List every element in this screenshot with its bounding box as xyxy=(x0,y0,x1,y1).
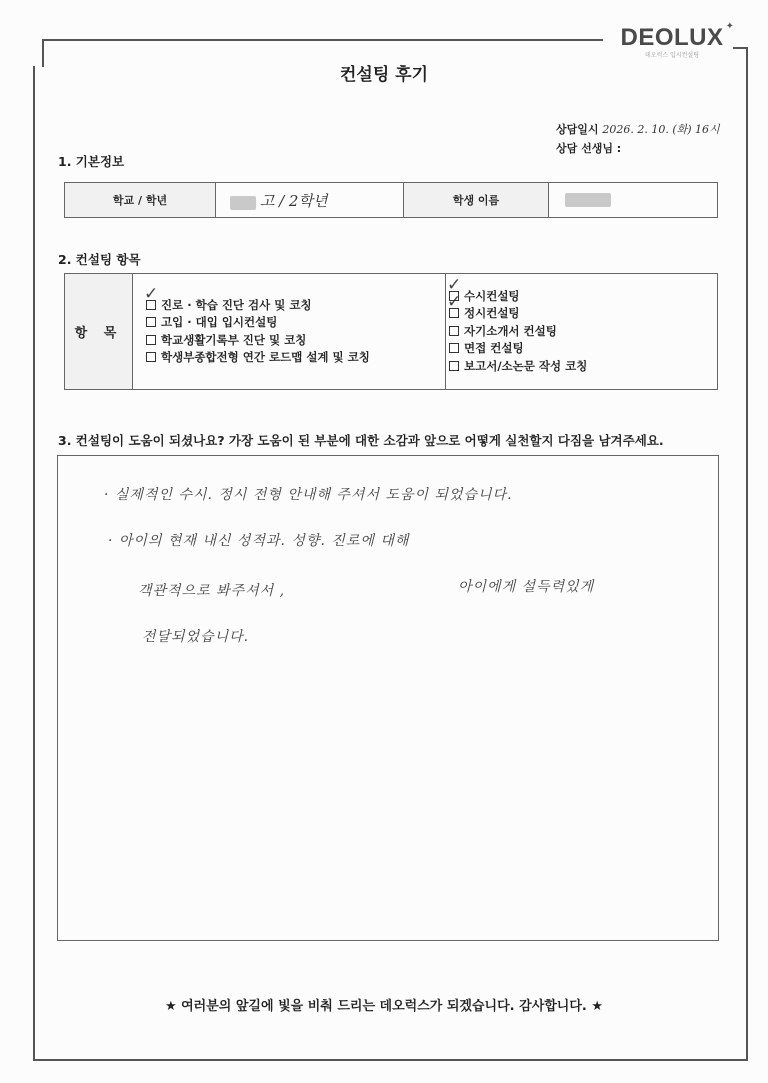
consult-date xyxy=(556,120,720,139)
answer-line: 객관적으로 봐주셔서 , xyxy=(138,583,286,599)
student-name-label: 학생 이름 xyxy=(404,183,549,218)
student-name-value xyxy=(549,183,718,218)
consulting-item-label: 학생부종합전형 연간 로드맵 설계 및 코칭 xyxy=(161,350,370,364)
items-left-list xyxy=(134,283,444,367)
consulting-item-label: 수시컨설팅 xyxy=(464,288,520,303)
school-grade-value xyxy=(216,183,404,218)
consulting-item[interactable] xyxy=(146,332,444,350)
consulting-item-label: 면접 컨설팅 xyxy=(464,341,524,356)
redacted-school-name xyxy=(230,196,256,210)
section-items-heading: 2. 컨설팅 항목 xyxy=(58,252,141,267)
consult-teacher-label: 상담 선생님 : xyxy=(556,142,622,155)
checkbox-icon[interactable] xyxy=(449,326,459,336)
frame-line-bottom xyxy=(33,1059,748,1061)
checkbox-icon[interactable] xyxy=(449,343,459,353)
feedback-question: 3. 컨설팅이 도움이 되셨나요? 가장 도움이 된 부분에 대한 소감과 앞으로 어떻게 실천할지 다짐을 남겨주세요. xyxy=(58,433,664,448)
checkbox-icon[interactable] xyxy=(146,352,156,362)
consulting-item[interactable] xyxy=(449,358,716,376)
consulting-item[interactable] xyxy=(146,349,444,367)
consulting-item-label: 보고서/소논문 작성 코칭 xyxy=(464,358,588,373)
footer-message: ★ 여러분의 앞길에 빛을 비춰 드리는 데오럭스가 되겠습니다. 감사합니다. ★ xyxy=(164,999,604,1014)
feedback-answer-box[interactable] xyxy=(57,455,719,941)
consulting-item-label: 학교생활기록부 진단 및 코칭 xyxy=(161,332,307,347)
basic-info-table xyxy=(64,182,718,218)
brand-subtitle: 데오럭스 입시컨설팅 xyxy=(644,52,700,59)
consult-date-label: 상담일시 xyxy=(556,123,599,136)
school-grade-label: 학교 / 학년 xyxy=(65,183,216,218)
checkmark-icon: ✓ xyxy=(447,274,462,295)
star-icon: ✦ xyxy=(725,21,734,32)
checkmark-icon: ✓ xyxy=(144,283,159,304)
brand-logo xyxy=(612,21,734,59)
section-basic-info-heading: 1. 기본정보 xyxy=(58,154,125,169)
checkbox-icon[interactable] xyxy=(449,361,459,371)
consulting-item[interactable] xyxy=(447,274,716,306)
consult-date-value: 2026. 2. 10. (화) 16시 xyxy=(602,123,720,136)
consult-meta xyxy=(556,120,720,158)
checkbox-icon[interactable] xyxy=(146,335,156,345)
answer-line: · 실제적인 수시. 정시 전형 안내해 주셔서 도움이 되었습니다. xyxy=(104,487,513,503)
frame-line-top xyxy=(43,39,603,41)
redacted-student-name xyxy=(565,193,611,207)
items-right-list xyxy=(447,274,716,376)
consulting-item-label: 고입 · 대입 입시컨설팅 xyxy=(161,315,278,329)
brand-name: DEOLUX xyxy=(620,24,724,51)
items-right-column xyxy=(446,274,718,390)
answer-line: 아이에게 설득력있게 xyxy=(458,579,595,595)
page-title: 컨설팅 후기 xyxy=(339,65,429,85)
school-grade-text: 고 / 2학년 xyxy=(259,191,328,210)
items-row-label: 항 목 xyxy=(65,274,133,390)
consulting-item[interactable] xyxy=(146,314,444,332)
consulting-item-label: 정시컨설팅 xyxy=(464,306,520,321)
consulting-items-table xyxy=(64,273,718,390)
answer-line: 전달되었습니다. xyxy=(142,629,250,645)
checkbox-icon[interactable] xyxy=(146,317,156,327)
frame-line-right xyxy=(746,47,748,1060)
checkmark-icon: ✓ xyxy=(447,292,462,313)
answer-line: · 아이의 현재 내신 성적과. 성향. 진로에 대해 xyxy=(108,533,410,549)
consulting-item-label: 자기소개서 컨설팅 xyxy=(464,323,557,338)
consulting-item[interactable] xyxy=(449,323,716,341)
consulting-item[interactable] xyxy=(144,283,444,315)
consulting-item-label: 진로 · 학습 진단 검사 및 코칭 xyxy=(161,297,312,312)
items-left-column xyxy=(133,274,446,390)
consulting-item[interactable] xyxy=(449,340,716,358)
frame-line-left xyxy=(33,66,35,1060)
